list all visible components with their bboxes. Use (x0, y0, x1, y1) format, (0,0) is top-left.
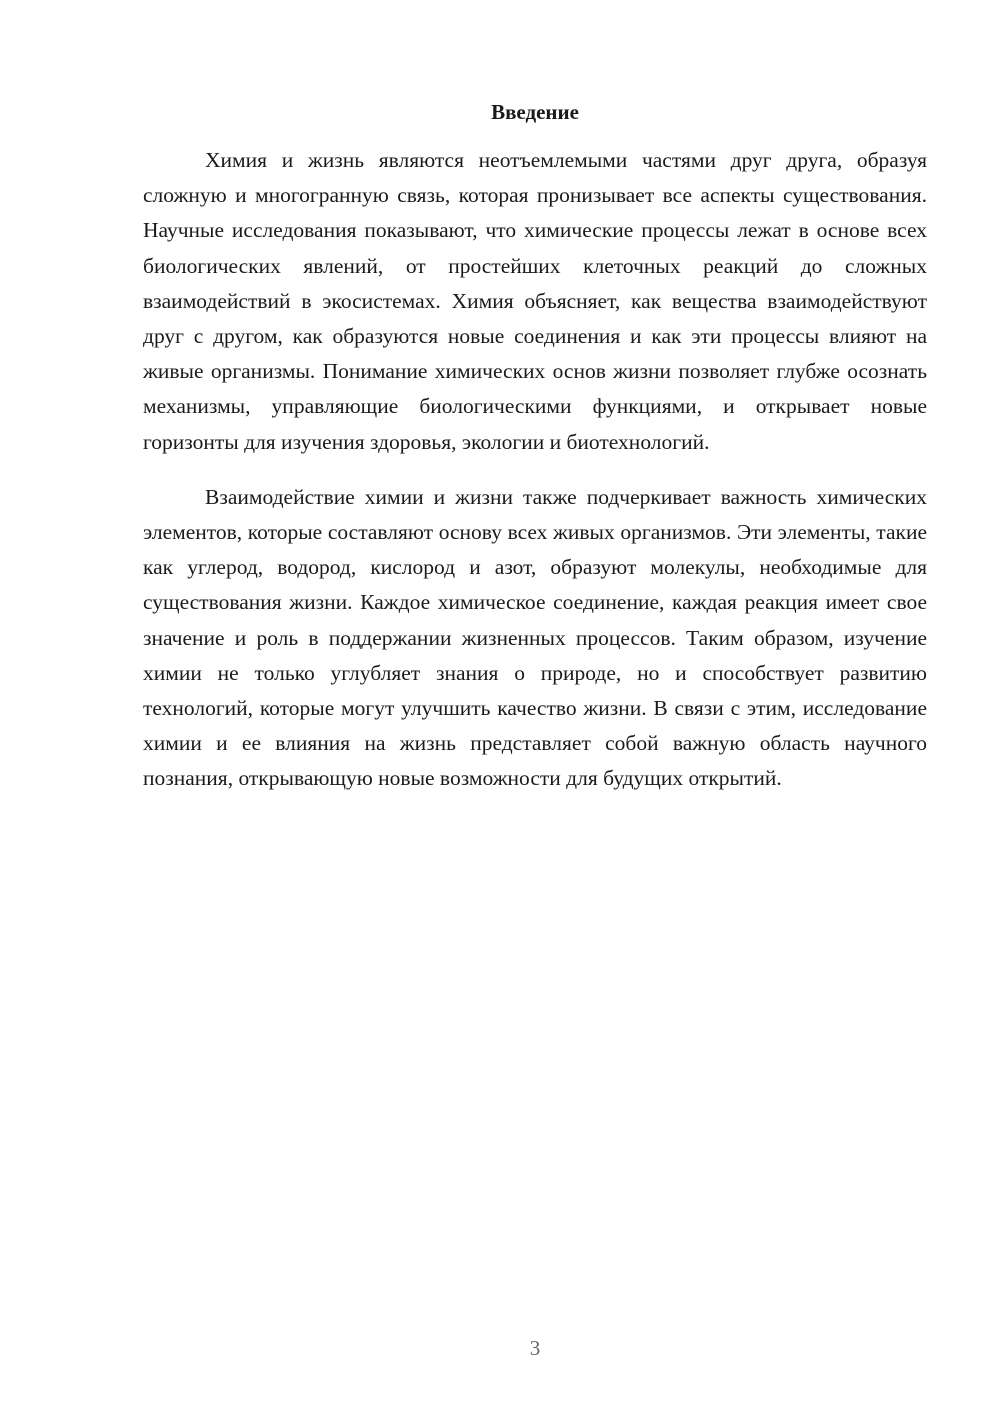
section-heading: Введение (491, 100, 579, 124)
document-body (143, 143, 927, 797)
page-number: 3 (529, 1336, 541, 1360)
paragraph-2: Взаимодействие химии и жизни также подчеркивает важность химических элементов, которые составляют основу всех живых организмов. Эти элементы, такие как углерод, водород, кислород и азот, образуют молекулы, необходимые для существования жизни. Каждое химическое соединение, каждая реакция имеет свое значение и роль в поддержании жизненных процессов. Таким образом, изучение химии не только углубляет знания о природе, но и способствует развитию технологий, которые могут улучшить качество жизни. В связи с этим, исследование химии и ее влияния на жизнь представляет собой важную область научного познания, открывающую новые возможности для будущих открытий. (143, 484, 927, 791)
paragraph-1: Химия и жизнь являются неотъемлемыми частями друг друга, образуя сложную и многогранную связь, которая пронизывает все аспекты существования. Научные исследования показывают, что химические процессы лежат в основе всех биологических явлений, от простейших клеточных реакций до сложных взаимодействий в экосистемах. Химия объясняет, как вещества взаимодействуют друг с другом, как образуются новые соединения и как эти процессы влияют на живые организмы. Понимание химических основ жизни позволяет глубже осознать механизмы, управляющие биологическими функциями, и открывает новые горизонты для изучения здоровья, экологии и биотехнологий. (143, 148, 927, 454)
